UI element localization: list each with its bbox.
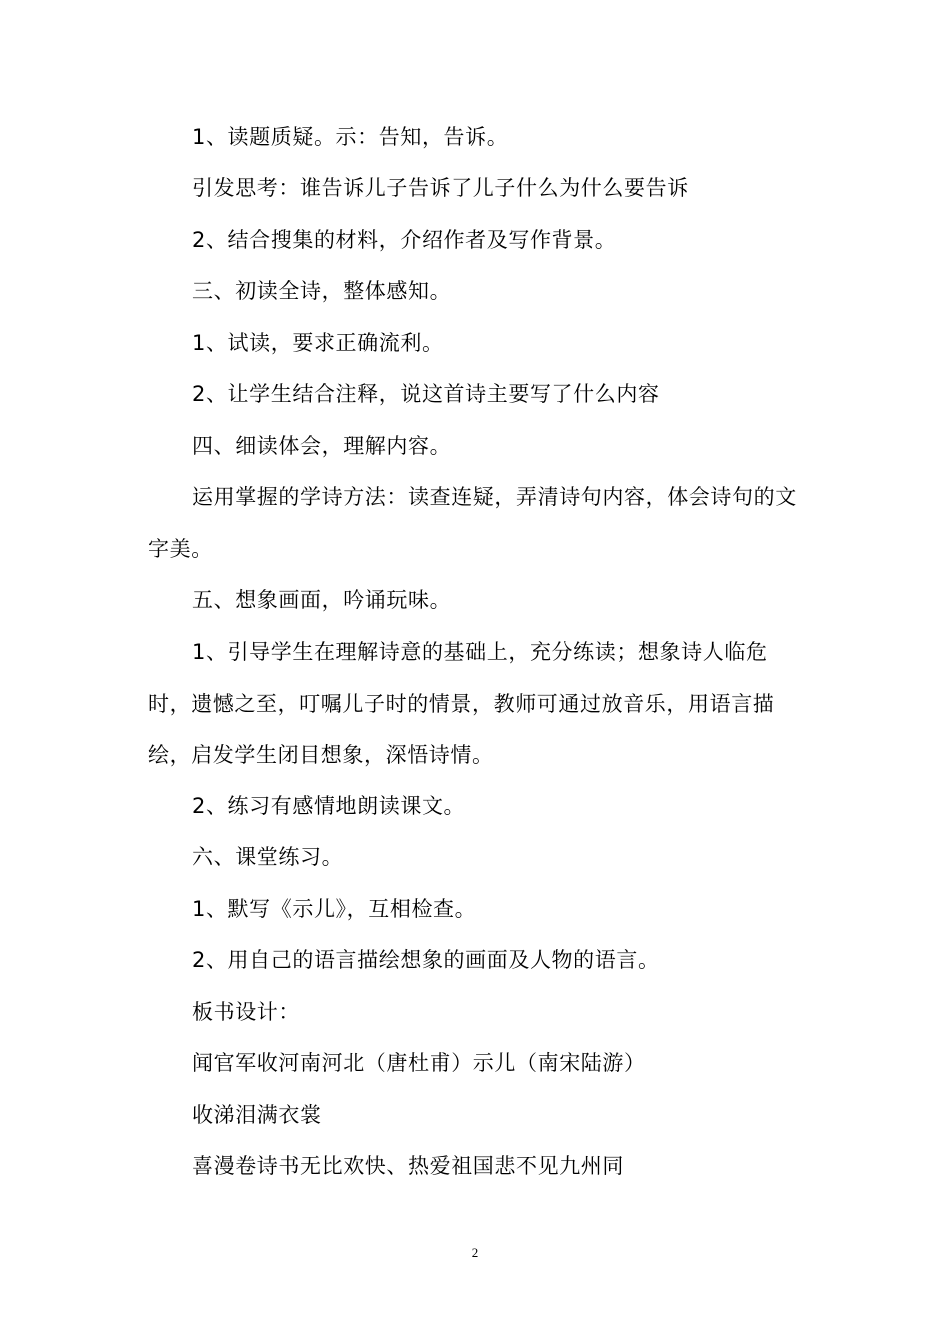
paragraph-1: 1、读题质疑。示：告知，告诉。 (192, 125, 509, 149)
paragraph-3: 2、结合搜集的材料，介绍作者及写作背景。 (192, 228, 617, 252)
paragraph-13: 1、默写《示儿》，互相检查。 (192, 897, 477, 921)
section-heading-3: 三、初读全诗，整体感知。 (192, 279, 452, 303)
paragraph-11: 2、练习有感情地朗读课文。 (192, 794, 466, 818)
board-design-label: 板书设计： (192, 1000, 300, 1024)
paragraph-6: 2、让学生结合注释，说这首诗主要写了什么内容 (192, 382, 660, 406)
paragraph-8: 运用掌握的学诗方法：读查连疑，弄清诗句内容，体会诗句的文字美。 (148, 485, 797, 561)
page-number: 2 (471, 1245, 479, 1260)
paragraph-10: 1、引导学生在理解诗意的基础上，充分练读；想象诗人临危时，遗憾之至，叮嘱儿子时的情景，教师可通过放音乐，用语言描绘，启发学生闭目想象，深悟诗情。 (148, 640, 775, 767)
section-heading-4: 四、细读体会，理解内容。 (192, 434, 452, 458)
section-heading-5: 五、想象画面，吟诵玩味。 (192, 588, 452, 612)
paragraph-5: 1、试读，要求正确流利。 (192, 331, 444, 355)
board-design-line-3: 喜漫卷诗书无比欢快、热爱祖国悲不见九州同 (192, 1154, 624, 1178)
paragraph-14: 2、用自己的语言描绘想象的画面及人物的语言。 (192, 948, 660, 972)
section-heading-6: 六、课堂练习。 (192, 845, 344, 869)
board-design-line-2: 收涕泪满衣裳 (192, 1103, 322, 1127)
board-design-line-1: 闻官军收河南河北（唐杜甫）示儿（南宋陆游） (192, 1051, 646, 1075)
paragraph-2: 引发思考：谁告诉儿子告诉了儿子什么为什么要告诉 (192, 176, 689, 200)
